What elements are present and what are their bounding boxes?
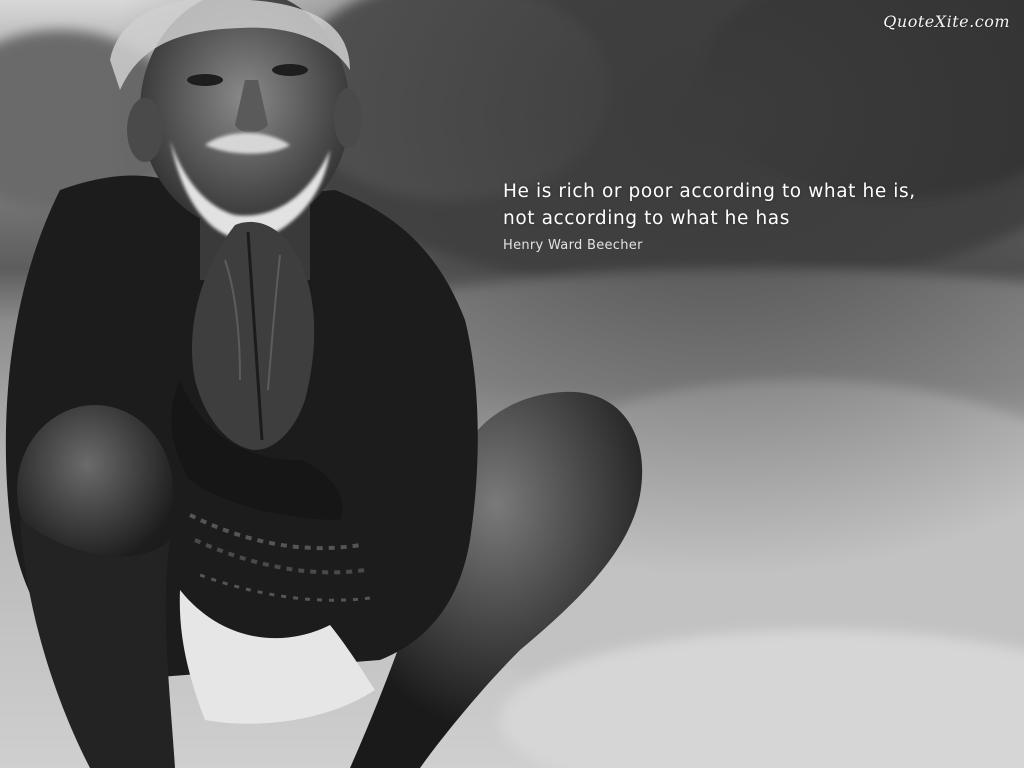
quote-author: Henry Ward Beecher xyxy=(503,238,643,253)
quote-line-2: not according to what he has xyxy=(503,208,790,229)
watermark-text: QuoteXite.com xyxy=(883,12,1010,31)
quote-line-1: He is rich or poor according to what he is, xyxy=(503,181,916,202)
quote-block xyxy=(503,178,973,253)
